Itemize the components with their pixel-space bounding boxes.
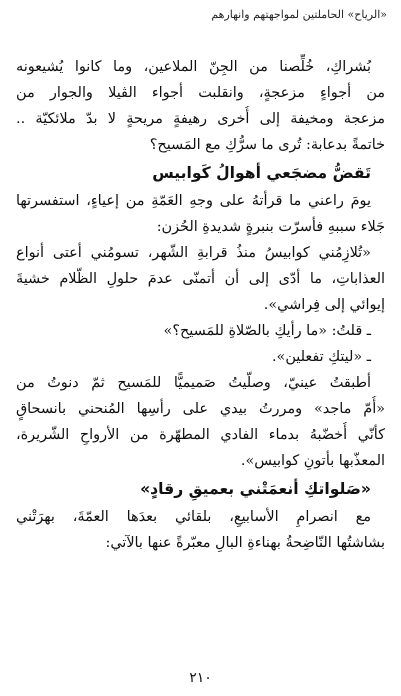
text-line: بُشراكِ، خُلِّصنا من الجِنّ الملاعين، وما كانوا يُشيعونه bbox=[16, 59, 371, 75]
text-line: بشاشتُها النّاضِحةُ بهناءةِ البالِ معبّرةً عنها بالآتي: bbox=[105, 535, 385, 551]
page-body bbox=[16, 54, 385, 556]
section-heading: تَقضُّ مضجَعي أهوالُ كَوابيس bbox=[152, 164, 371, 182]
text-line: المعذّبها بأتونِ كوابيس». bbox=[240, 453, 385, 469]
section-heading: «صَلواتكِ أنعمَتْني بعميقِ رقادٍ» bbox=[140, 480, 371, 498]
text-line: كأنّي أُخضّبهُ بدماء الفادي المطهّرة من الأرواحِ الشّريرة، bbox=[16, 427, 385, 443]
text-line: من أجواءٍ مزعجةٍ، وانقلبت أجواء الڤيلا والجوار من bbox=[16, 85, 385, 101]
text-line: «تُلازِمُني كوابيسُ منذُ قرابةِ الشّهر، تسومُني أعتى أنواع bbox=[16, 245, 371, 261]
text-line: إيوائي إلى فِراشي». bbox=[263, 297, 385, 313]
page-number: ٢١٠ bbox=[189, 670, 212, 686]
text-line: جَلاء سببهِ فأسرّت بنبرةٍ شديدةِ الحُزن: bbox=[156, 219, 385, 235]
text-line: خاتمةً بدعابة: تُرى ما سرُّكِ مع المَسيح؟ bbox=[149, 137, 385, 153]
text-line: مزعجة ومخيفة إلى أُخرى رهيفةٍ مريحةٍ لا بدّ ملائكيّة .. bbox=[16, 111, 385, 127]
text-line: يومَ راعني ما قرأتهُ على وجهِ العَمّةِ من إعياءٍ، استفسرتها bbox=[16, 193, 371, 209]
running-head: «الرياح» الحاملتين لمواجهتهم وانهارهم bbox=[211, 8, 387, 21]
text-line: «أُمّ ماجد» ومررتُ بيدي على رأسِها المُنحني بانسحاقٍ bbox=[16, 401, 385, 417]
dialogue-line: ـ «ليتكِ تفعلين». bbox=[271, 349, 371, 365]
dialogue-line: ـ قلتُ: «ما رأيكِ بالصّلاةِ للمَسيح؟» bbox=[163, 323, 371, 339]
text-line: العذاباتِ، ما أدّى إلى أن أتمنّى عدمَ حلولِ الظّلام خشيةَ bbox=[16, 271, 385, 287]
text-line: مع انصرامِ الأسابيعِ، بلقائي بعدَها العمّةَ، بهرَتْني bbox=[16, 509, 371, 525]
text-line: أطبقتُ عينيّ، وصلّيتُ صَميميًّا للمَسيح ثمّ دنوتُ من bbox=[16, 375, 371, 391]
